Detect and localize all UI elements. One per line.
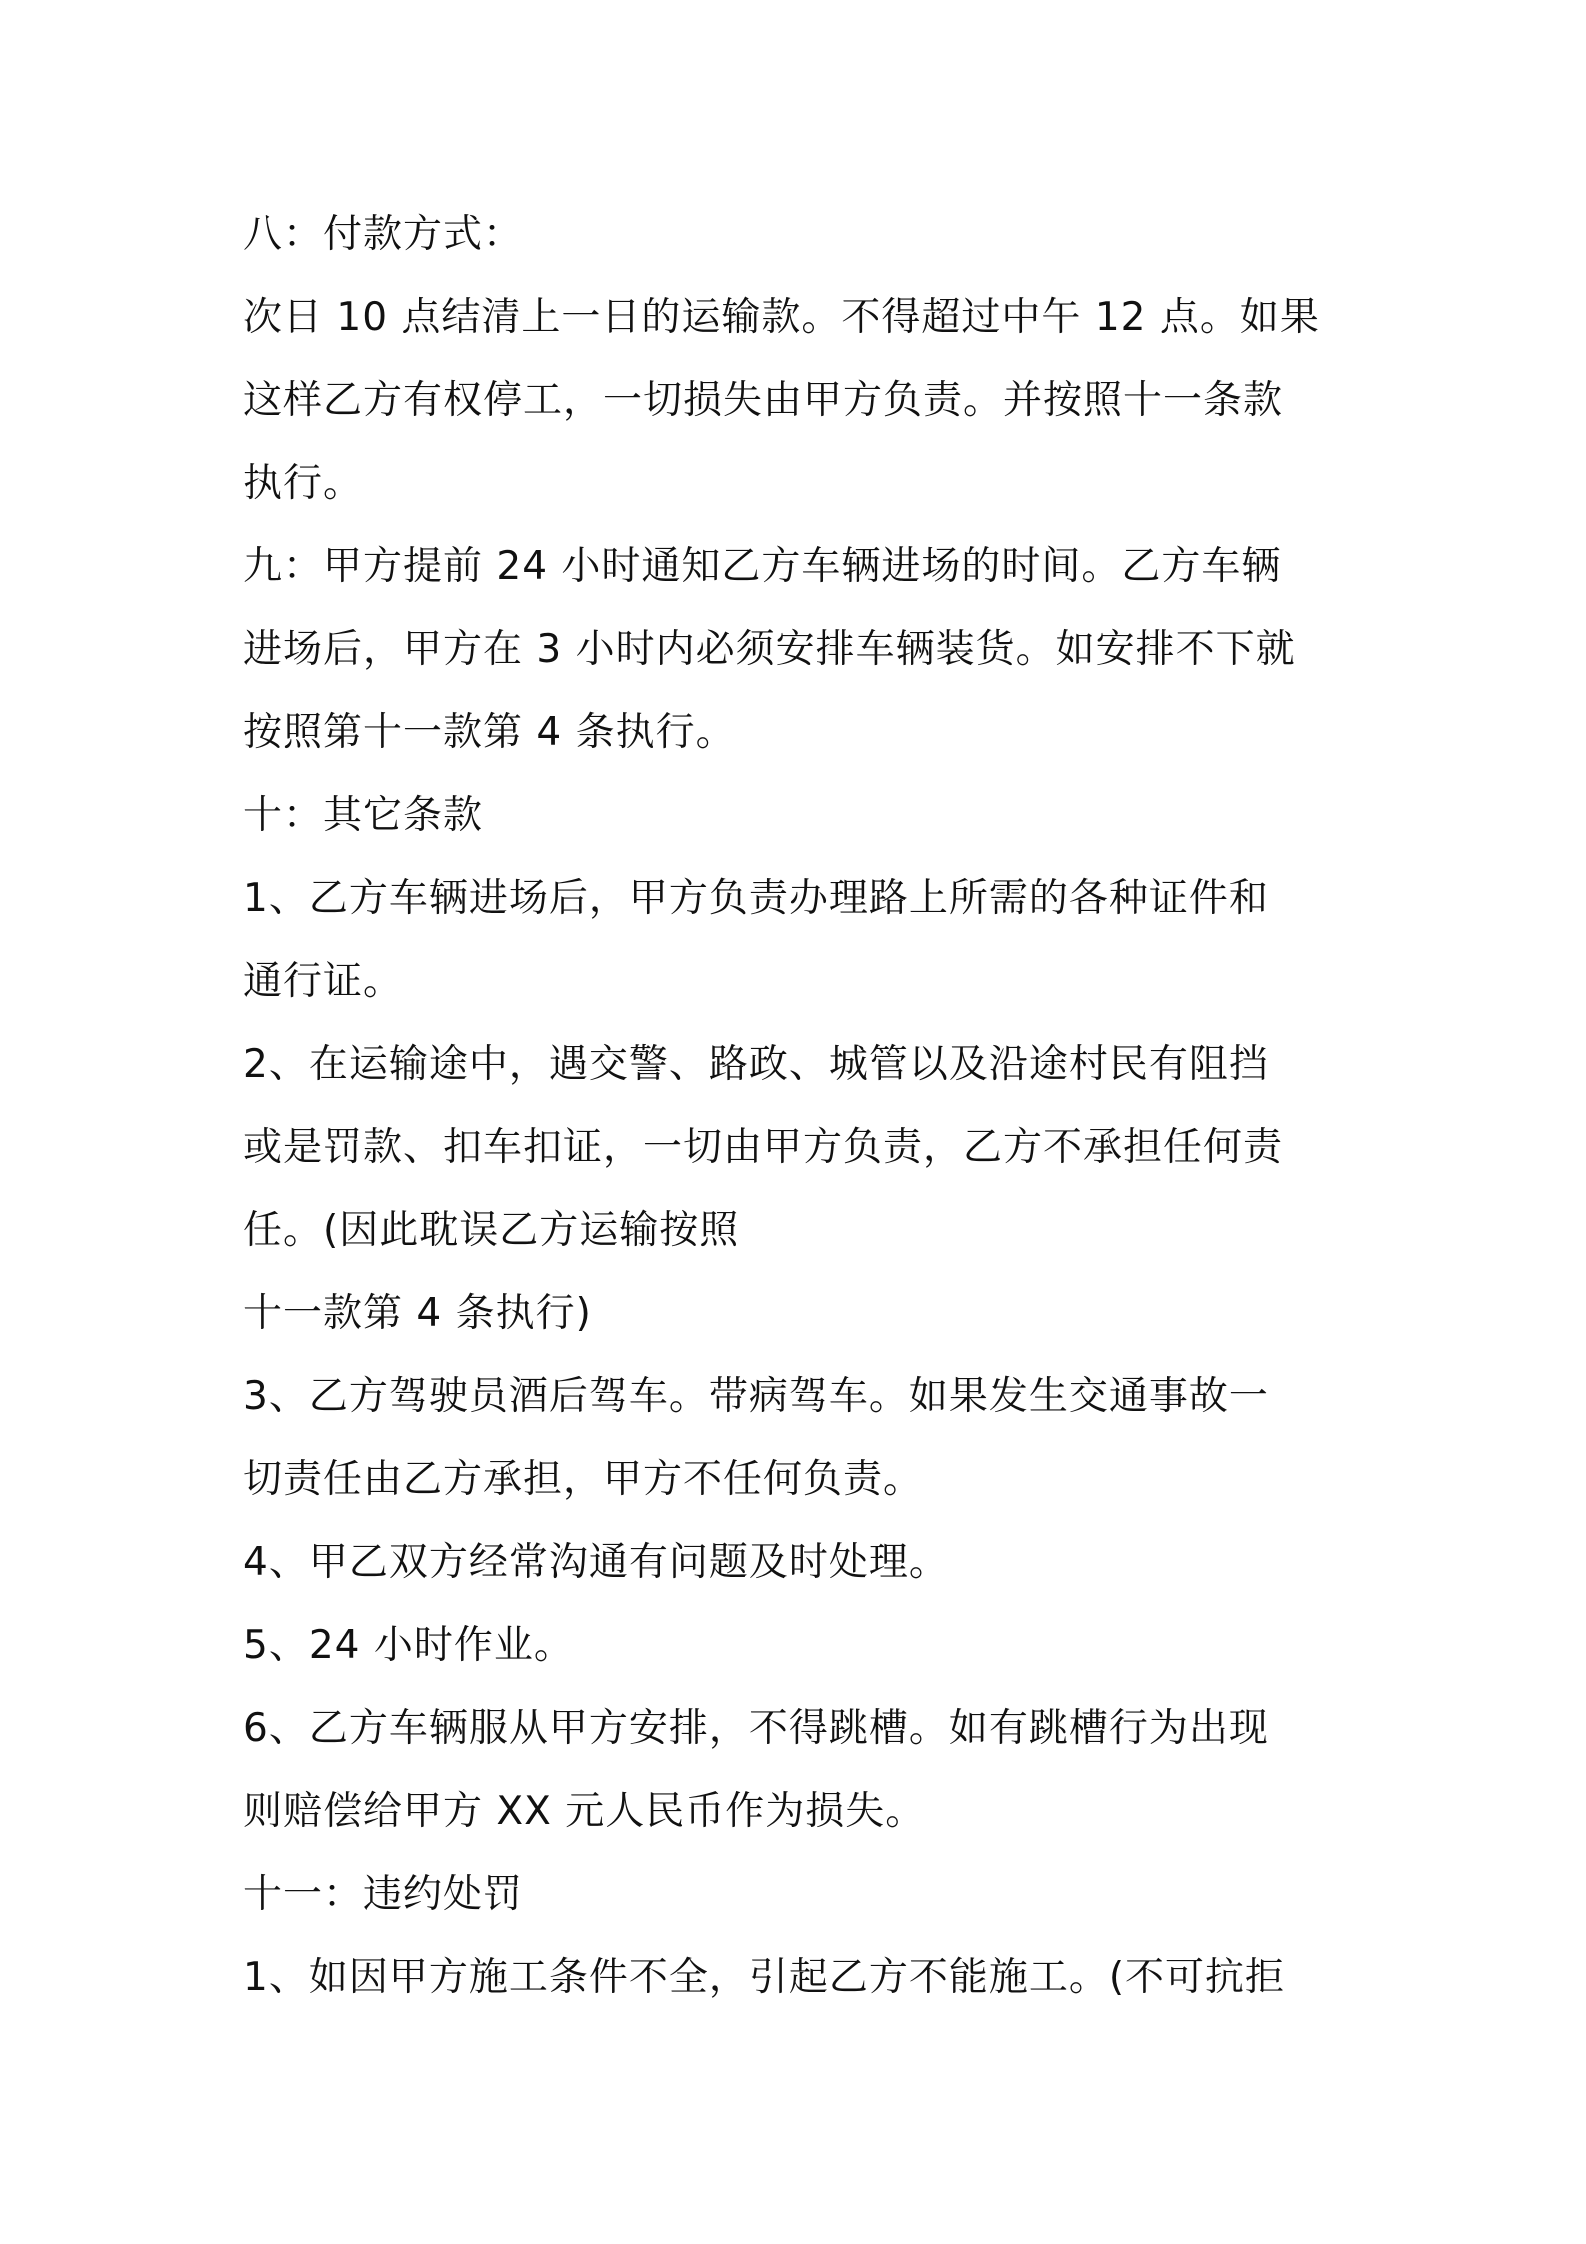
section-heading-other-terms: 十：其它条款 (243, 793, 484, 838)
list-item-line: 则赔偿给甲方 XX 元人民币作为损失。 (243, 1789, 926, 1834)
paragraph-line: 次日 10 点结清上一日的运输款。不得超过中午 12 点。如果 (243, 295, 1320, 340)
paragraph-line: 进场后，甲方在 3 小时内必须安排车辆装货。如安排不下就 (243, 627, 1296, 672)
list-item-line: 任。(因此耽误乙方运输按照 (243, 1208, 740, 1253)
paragraph-line: 这样乙方有权停工，一切损失由甲方负责。并按照十一条款 (243, 378, 1284, 423)
paragraph-line: 执行。 (243, 461, 364, 506)
paragraph-line: 按照第十一款第 4 条执行。 (243, 710, 736, 755)
list-item-line: 4、甲乙双方经常沟通有问题及时处理。 (243, 1540, 949, 1585)
list-item-line: 3、乙方驾驶员酒后驾车。带病驾车。如果发生交通事故一 (243, 1374, 1269, 1419)
list-item-line: 通行证。 (243, 959, 404, 1004)
list-item-line: 5、24 小时作业。 (243, 1623, 574, 1668)
document-body (243, 193, 1353, 2019)
list-item-line: 或是罚款、扣车扣证，一切由甲方负责，乙方不承担任何责 (243, 1125, 1284, 1170)
section-heading-payment: 八：付款方式： (243, 212, 524, 257)
list-item-line: 1、如因甲方施工条件不全，引起乙方不能施工。(不可抗拒 (243, 1955, 1286, 2000)
list-item-line: 切责任由乙方承担，甲方不任何负责。 (243, 1457, 924, 1502)
list-item-line: 1、乙方车辆进场后，甲方负责办理路上所需的各种证件和 (243, 876, 1269, 921)
list-item-line: 2、在运输途中，遇交警、路政、城管以及沿途村民有阻挡 (243, 1042, 1269, 1087)
list-item-line: 6、乙方车辆服从甲方安排，不得跳槽。如有跳槽行为出现 (243, 1706, 1269, 1751)
section-heading-notice: 九：甲方提前 24 小时通知乙方车辆进场的时间。乙方车辆 (243, 544, 1282, 589)
section-heading-penalties: 十一：违约处罚 (243, 1872, 524, 1917)
list-item-line: 十一款第 4 条执行) (243, 1291, 592, 1336)
